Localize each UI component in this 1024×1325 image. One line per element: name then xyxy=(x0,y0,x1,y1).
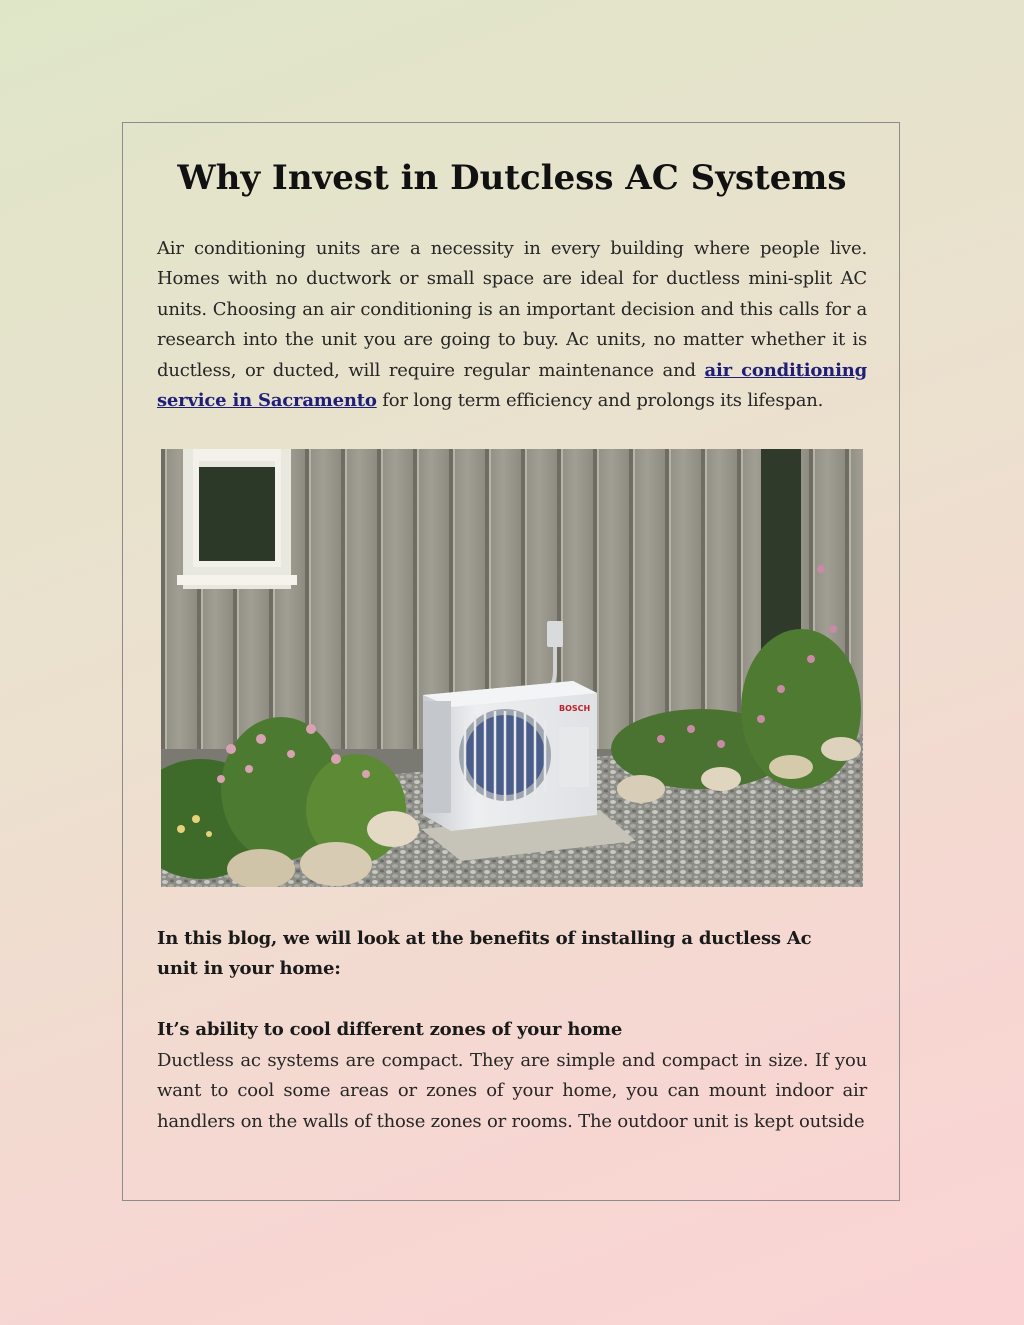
section-heading: It’s ability to cool different zones of your home xyxy=(157,1019,623,1040)
ac-unit-photo xyxy=(161,449,863,887)
blog-lead: In this blog, we will look at the benefits of installing a ductless Ac unit in your home: xyxy=(157,928,812,980)
page-title: Why Invest in Dutcless AC Systems xyxy=(177,158,847,198)
intro-paragraph xyxy=(157,234,867,416)
section-paragraph: Ductless ac systems are compact. They are simple and compact in size. If you want to cool some areas or zones of your home, you can mount indoor air handlers on the walls of those zones or rooms. The outdoor unit is kept outside xyxy=(157,1050,867,1132)
bosch-logo: BOSCH xyxy=(559,704,591,713)
intro-text: Air conditioning units are a necessity in every building where people live. Homes with no ductwork or small space are ideal for ductless mini-split AC units. Choosing an air conditioning is an important decision and this calls for a research into the unit you are going to buy. Ac units, no matter whether it is ductless, or ducted, will require regular maintenance and xyxy=(157,238,867,381)
intro-text-end: for long term efficiency and prolongs its lifespan. xyxy=(376,390,824,412)
ac-service-link[interactable]: air conditioning service in Sacramento xyxy=(157,359,867,412)
